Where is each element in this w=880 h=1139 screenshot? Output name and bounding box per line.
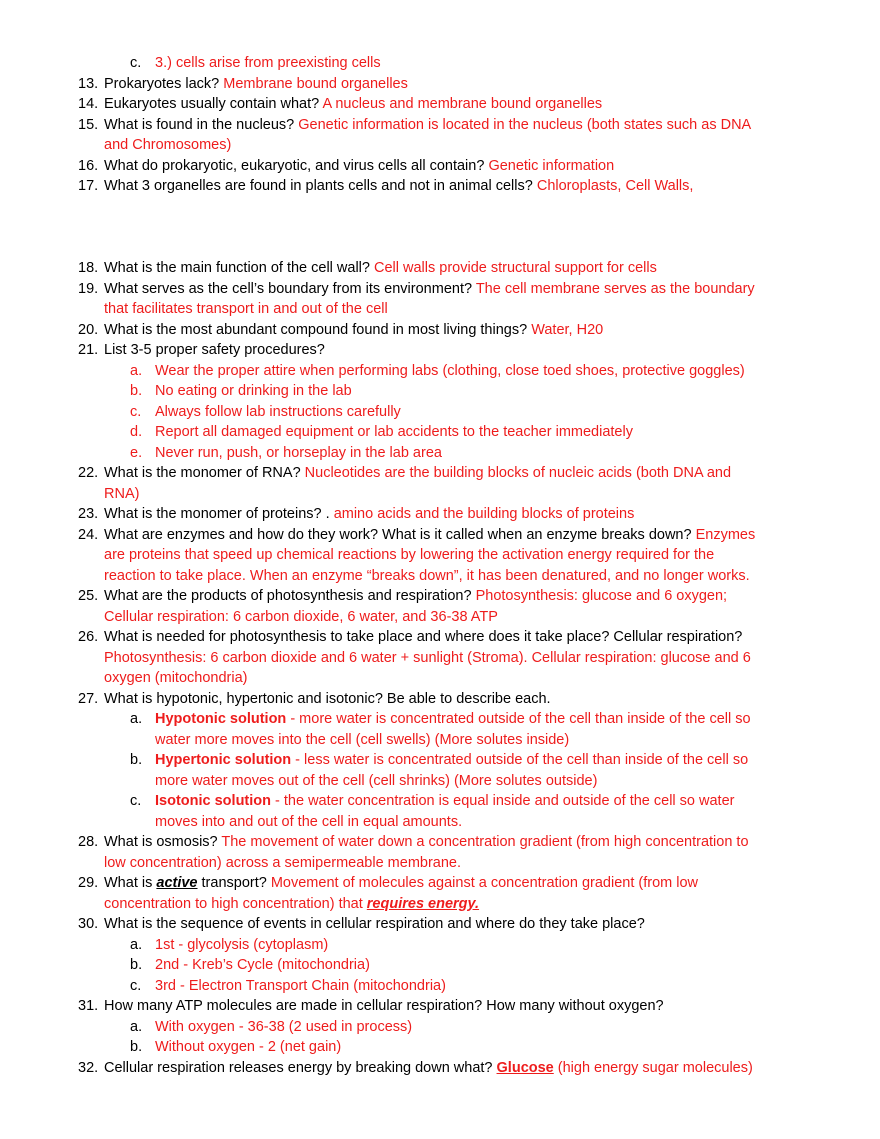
question-text: What do prokaryotic, eukaryotic, and virus cells all contain? [104,157,489,174]
question-text: What is needed for photosynthesis to take place and where does it take place? Cellular respiration? [104,629,743,645]
text-line [0,402,880,423]
question-item [0,525,880,587]
question-text: What is the most abundant compound found in most living things? [104,321,532,338]
question-text: What are the products of photosynthesis and respiration? [104,588,476,604]
question-item [0,914,880,935]
sub-item [0,976,880,997]
answer-text: RNA) [104,485,140,502]
text-line [0,545,880,566]
text-line [0,914,880,935]
line-text [104,258,657,279]
list-marker: b. [130,957,143,973]
line-text [104,279,755,300]
line-text [155,1017,412,1038]
line-text [155,422,633,443]
text-line [0,94,880,115]
question-text: What is the main function of the cell wall? [104,260,374,276]
list-marker: 19. [78,280,99,297]
line-text [155,730,569,751]
text-line [0,976,880,997]
question-item [0,1058,880,1079]
answer-text: moves into and out of the cell in equal amounts. [155,813,463,830]
sub-item [0,750,880,791]
text-line [0,709,880,730]
text-line [0,566,880,587]
answer-text: Always follow lab instructions carefully [155,403,401,420]
question-text: What is the sequence of events in cellular respiration and where do they take place? [104,916,645,932]
text-line [0,771,880,792]
line-text [104,832,749,853]
text-line [0,1058,880,1079]
question-item [0,320,880,341]
sub-item [0,791,880,832]
list-marker: c. [130,793,142,809]
question-item [0,115,880,156]
text-line [0,791,880,812]
text-line [0,812,880,833]
sub-item [0,955,880,976]
question-item [0,504,880,525]
list-marker: 13. [78,75,99,92]
question-text: transport? [197,875,271,891]
list-marker: a. [130,1018,143,1035]
text-line [0,504,880,525]
line-text [104,156,614,177]
text-line [0,525,880,546]
sub-item [0,1017,880,1038]
list-marker: 22. [78,465,99,481]
answer-text: Membrane bound organelles [223,75,408,92]
list-marker: 15. [78,116,99,133]
answer-text: Genetic information [488,157,615,174]
line-text [104,607,498,628]
list-marker: 20. [78,321,99,338]
text-line [0,381,880,402]
answer-text: Hypotonic solution [155,711,287,727]
answer-text: amino acids and the building blocks of proteins [333,506,635,522]
text-line [0,1037,880,1058]
text-line [0,279,880,300]
line-text [104,853,461,874]
list-marker: 16. [78,157,99,174]
text-line [0,156,880,177]
question-text: What is the monomer of RNA? [104,465,305,481]
question-item [0,586,880,627]
text-line [0,74,880,95]
line-text [155,812,462,833]
line-text [104,94,602,115]
sub-item [0,709,880,750]
line-text [104,299,388,320]
answer-text: 3rd - Electron Transport Chain (mitochondria) [155,977,446,994]
answer-text: Hypertonic solution [155,752,292,768]
text-line [0,53,880,74]
text-line [0,935,880,956]
answer-text: Never run, push, or horseplay in the lab area [155,444,442,461]
text-line [0,750,880,771]
text-line [0,853,880,874]
line-text [155,935,328,956]
sub-item [0,935,880,956]
list-marker: 26. [78,629,99,645]
question-text: What is hypotonic, hypertonic and isotonic? Be able to describe each. [104,690,551,707]
text-line [0,1017,880,1038]
answer-text: and Chromosomes) [104,137,232,153]
list-marker: b. [130,752,143,768]
text-line [0,176,880,197]
answer-text: Report all damaged equipment or lab accidents to the teacher immediately [155,424,633,440]
line-text [155,955,370,976]
text-line [0,832,880,853]
text-line [0,115,880,136]
line-text [155,771,597,792]
line-text [155,976,446,997]
question-text: What serves as the cell’s boundary from its environment? [104,280,476,297]
text-line [0,607,880,628]
answer-text: The movement of water down a concentration gradient (from high concentration to [221,834,749,850]
question-item [0,258,880,279]
text-line [0,648,880,669]
answer-text: Chloroplasts, Cell Walls, [536,178,694,194]
question-item [0,94,880,115]
question-text: Eukaryotes usually contain what? [104,96,323,112]
list-marker: d. [130,424,143,440]
answer-text: Photosynthesis: 6 carbon dioxide and 6 water + sunlight (Stroma). Cellular respiration: glucose and 6 [104,649,751,666]
answer-text: requires energy. [366,895,480,912]
question-text: active [156,875,198,891]
answer-text: - the water concentration is equal inside and outside of the cell so water [271,793,735,809]
line-text [104,586,727,607]
line-text [104,996,664,1017]
sub-item [0,1037,880,1058]
list-marker: b. [130,383,143,399]
text-line [0,873,880,894]
list-marker: a. [130,362,143,379]
line-text [104,135,231,156]
question-text: List 3-5 proper safety procedures? [104,342,325,358]
text-line [0,894,880,915]
list-marker: 32. [78,1059,99,1076]
line-text [155,709,751,730]
sub-item [0,443,880,464]
list-marker: e. [130,444,143,461]
question-item [0,156,880,177]
list-marker: 31. [78,998,99,1014]
list-marker: 27. [78,690,99,707]
list-marker: 23. [78,506,99,522]
sub-item [0,381,880,402]
answer-text: Movement of molecules against a concentration gradient (from low [270,875,698,891]
line-text [155,53,381,74]
sub-item [0,53,880,74]
study-guide-document [0,53,880,1078]
question-item [0,176,880,197]
question-item [0,463,880,504]
line-text [104,545,714,566]
line-text [104,894,479,915]
line-text [155,791,734,812]
question-text: What is osmosis? [104,834,222,850]
line-text [155,361,745,382]
answer-text: Water, H20 [531,321,604,338]
text-line [0,955,880,976]
line-text [104,463,731,484]
line-text [104,484,139,505]
question-text: How many ATP molecules are made in cellular respiration? How many without oxygen? [104,998,664,1014]
text-line [0,443,880,464]
line-text [104,340,325,361]
line-text [104,525,755,546]
question-text: What is found in the nucleus? [104,116,299,133]
list-marker: a. [130,711,143,727]
text-line [0,463,880,484]
text-line [0,422,880,443]
line-text [104,566,750,587]
answer-text: - less water is concentrated outside of the cell than inside of the cell so [291,752,749,768]
answer-text: reaction to take place. When an enzyme “breaks down”, it has been denatured, and no longer works. [104,567,750,584]
answer-text: Isotonic solution [155,793,271,809]
list-marker: 17. [78,178,99,194]
line-text [104,115,751,136]
line-text [155,1037,341,1058]
question-text: Cellular respiration releases energy by breaking down what? [104,1059,497,1076]
answer-text: Cell walls provide structural support for cells [374,260,657,276]
list-marker: a. [130,936,143,953]
line-text [104,648,751,669]
line-text [104,668,247,689]
answer-text: The cell membrane serves as the boundary [475,280,755,297]
line-text [104,176,693,197]
text-line [0,484,880,505]
question-item [0,832,880,873]
answer-text: concentration to high concentration) that [104,895,367,912]
list-marker: 18. [78,260,99,276]
list-marker: 30. [78,916,99,932]
text-line [0,340,880,361]
list-marker: b. [130,1039,143,1055]
answer-text: Glucose [496,1059,554,1076]
sub-item [0,402,880,423]
answer-text: Photosynthesis: glucose and 6 oxygen; [475,588,728,604]
line-text [155,750,748,771]
sub-item [0,422,880,443]
list-marker: 24. [78,526,99,543]
answer-text: that facilitates transport in and out of the cell [104,301,388,317]
answer-text: oxygen (mitochondria) [104,670,248,686]
list-marker: 25. [78,588,99,604]
sub-item [0,361,880,382]
question-item [0,689,880,710]
question-item [0,873,880,914]
question-text: What is the monomer of proteins? . [104,506,334,522]
list-marker: 29. [78,875,99,891]
list-marker: c. [130,977,142,994]
text-line [0,135,880,156]
text-line [0,668,880,689]
list-marker: 21. [78,342,99,358]
list-marker: c. [130,403,142,420]
answer-text: Nucleotides are the building blocks of nucleic acids (both DNA and [304,465,732,481]
question-item [0,74,880,95]
line-text [104,74,408,95]
answer-text: 3.) cells arise from preexisting cells [155,55,381,71]
question-text: What 3 organelles are found in plants cells and not in animal cells? [104,178,537,194]
answer-text: - more water is concentrated outside of the cell than inside of the cell so [286,711,751,727]
answer-text: No eating or drinking in the lab [155,383,352,399]
question-text: What is [104,875,157,891]
answer-text: more water moves out of the cell (cell shrinks) (More solutes outside) [155,772,598,789]
line-text [155,402,401,423]
question-text: What are enzymes and how do they work? What is it called when an enzyme breaks down? [104,526,696,543]
question-item [0,996,880,1017]
answer-text: With oxygen - 36-38 (2 used in process) [155,1018,413,1035]
question-item [0,627,880,689]
line-text [104,627,742,648]
answer-text: Genetic information is located in the nucleus (both states such as DNA [298,116,752,133]
line-text [104,1058,753,1079]
text-line [0,627,880,648]
line-text [104,320,603,341]
list-marker: 14. [78,96,99,112]
answer-text: (high energy sugar molecules) [553,1059,753,1076]
line-text [155,381,352,402]
text-line [0,258,880,279]
line-text [104,689,551,710]
question-item [0,340,880,361]
answer-text: A nucleus and membrane bound organelles [322,96,603,112]
question-item [0,279,880,320]
answer-text: 2nd - Kreb’s Cycle (mitochondria) [155,957,370,973]
answer-text: Wear the proper attire when performing labs (clothing, close toed shoes, protective goggles) [155,362,745,379]
answer-text: water more moves into the cell (cell swells) (More solutes inside) [155,731,570,748]
text-line [0,730,880,751]
answer-text: Cellular respiration: 6 carbon dioxide, 6 water, and 36-38 ATP [104,608,498,625]
answer-text: Enzymes [695,526,756,543]
list-marker: c. [130,55,142,71]
answer-text: are proteins that speed up chemical reactions by lowering the activation energy required for the [104,547,715,563]
text-line [0,996,880,1017]
text-line [0,320,880,341]
line-text [155,443,442,464]
answer-text: 1st - glycolysis (cytoplasm) [155,936,329,953]
text-line [0,586,880,607]
answer-text: low concentration) across a semipermeable membrane. [104,854,462,871]
text-line [0,361,880,382]
list-marker: 28. [78,834,99,850]
line-text [104,914,645,935]
answer-text: Without oxygen - 2 (net gain) [155,1039,342,1055]
question-text: Prokaryotes lack? [104,75,224,92]
line-text [104,504,634,525]
text-line [0,299,880,320]
line-text [104,873,698,894]
text-line [0,689,880,710]
